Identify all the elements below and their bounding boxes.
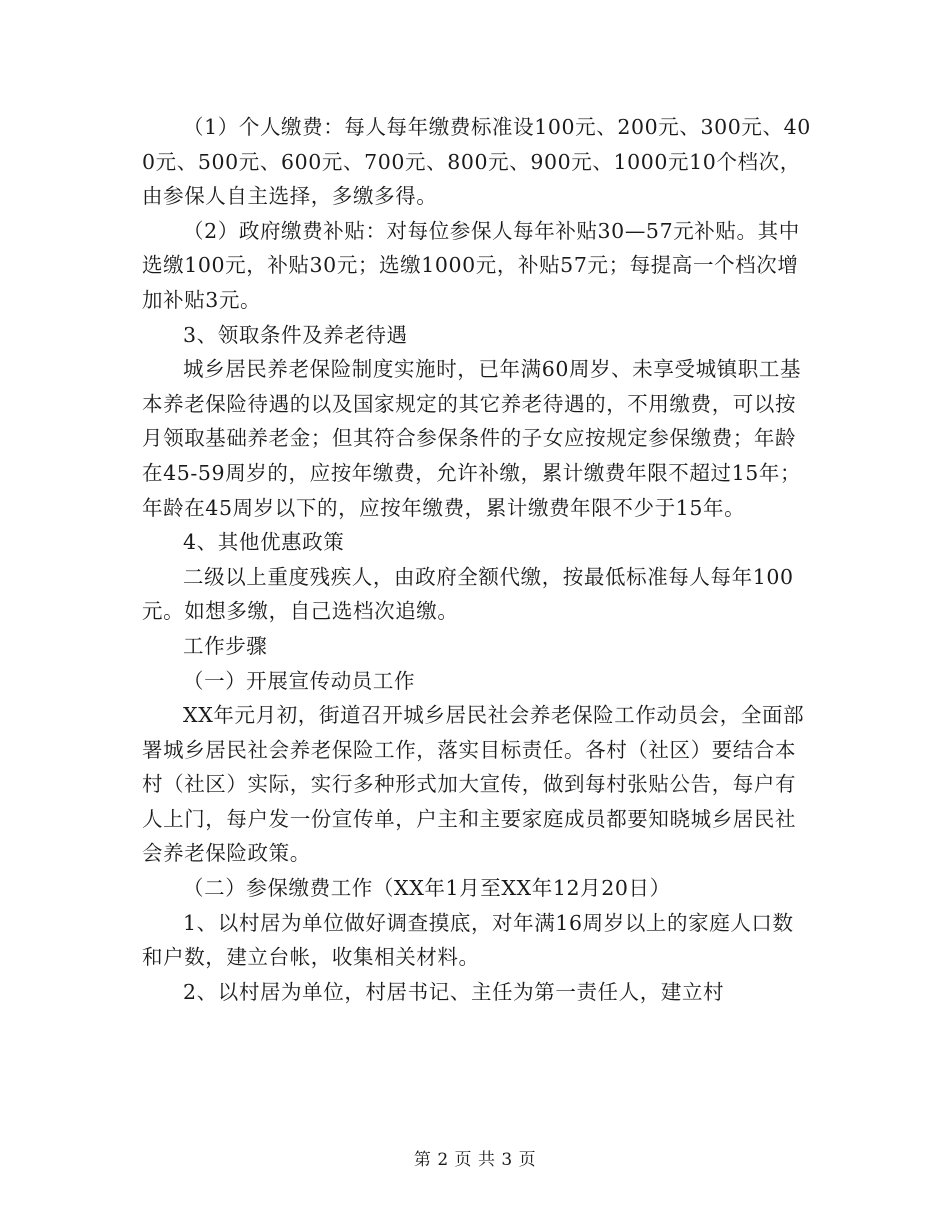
page-footer: 第 2 页 共 3 页 [413,1150,537,1170]
heading-work-steps: 工作步骤 [183,633,268,658]
heading-enrollment: （二）参保缴费工作（XX年1月至XX年12月20日） [183,876,671,901]
paragraph-disabled-policy: 二级以上重度残疾人，由政府全额代缴，按最低标准每人每年100元。如想多缴，自己选档次追缴。 [142,564,794,624]
heading-publicity: （一）开展宣传动员工作 [183,668,416,693]
paragraph-government-subsidy: （2）政府缴费补贴：对每位参保人每年补贴30—57元补贴。其中选缴100元，补贴30元；选缴1000元，补贴57元；每提高一个档次增加补贴3元。 [142,218,800,312]
paragraph-publicity: XX年元月初，街道召开城乡居民社会养老保险工作动员会，全面部署城乡居民社会养老保险工作，落实目标责任。各村（社区）要结合本村（社区）实际，实行多种形式加大宣传，做到每村张贴公告，每户有人上门，每户发一份宣传单，户主和主要家庭成员都要知晓城乡居民社会养老保险政策。 [142,703,805,866]
heading-other-policies: 4、其他优惠政策 [183,530,345,555]
heading-conditions-and-benefits: 3、领取条件及养老待遇 [183,322,408,347]
paragraph-personal-contribution: （1）个人缴费：每人每年缴费标准设100元、200元、300元、400元、500元、600元、700元、800元、900元、1000元10个档次，由参保人自主选择，多缴多得。 [142,115,811,209]
document-body [142,110,814,1009]
paragraph-conditions: 城乡居民养老保险制度实施时，已年满60周岁、未享受城镇职工基本养老保险待遇的以及国家规定的其它养老待遇的，不用缴费，可以按月领取基础养老金；但其符合参保条件的子女应按规定参保缴费；年龄在45-59周岁的，应按年缴费，允许补缴，累计缴费年限不超过15年；年龄在45周岁以下的，应按年缴费，累计缴费年限不少于15年。 [142,357,802,520]
paragraph-responsibility: 2、以村居为单位，村居书记、主任为第一责任人，建立村 [183,979,725,1004]
paragraph-survey: 1、以村居为单位做好调查摸底，对年满16周岁以上的家庭人口数和户数，建立台帐，收集相关材料。 [142,910,794,970]
